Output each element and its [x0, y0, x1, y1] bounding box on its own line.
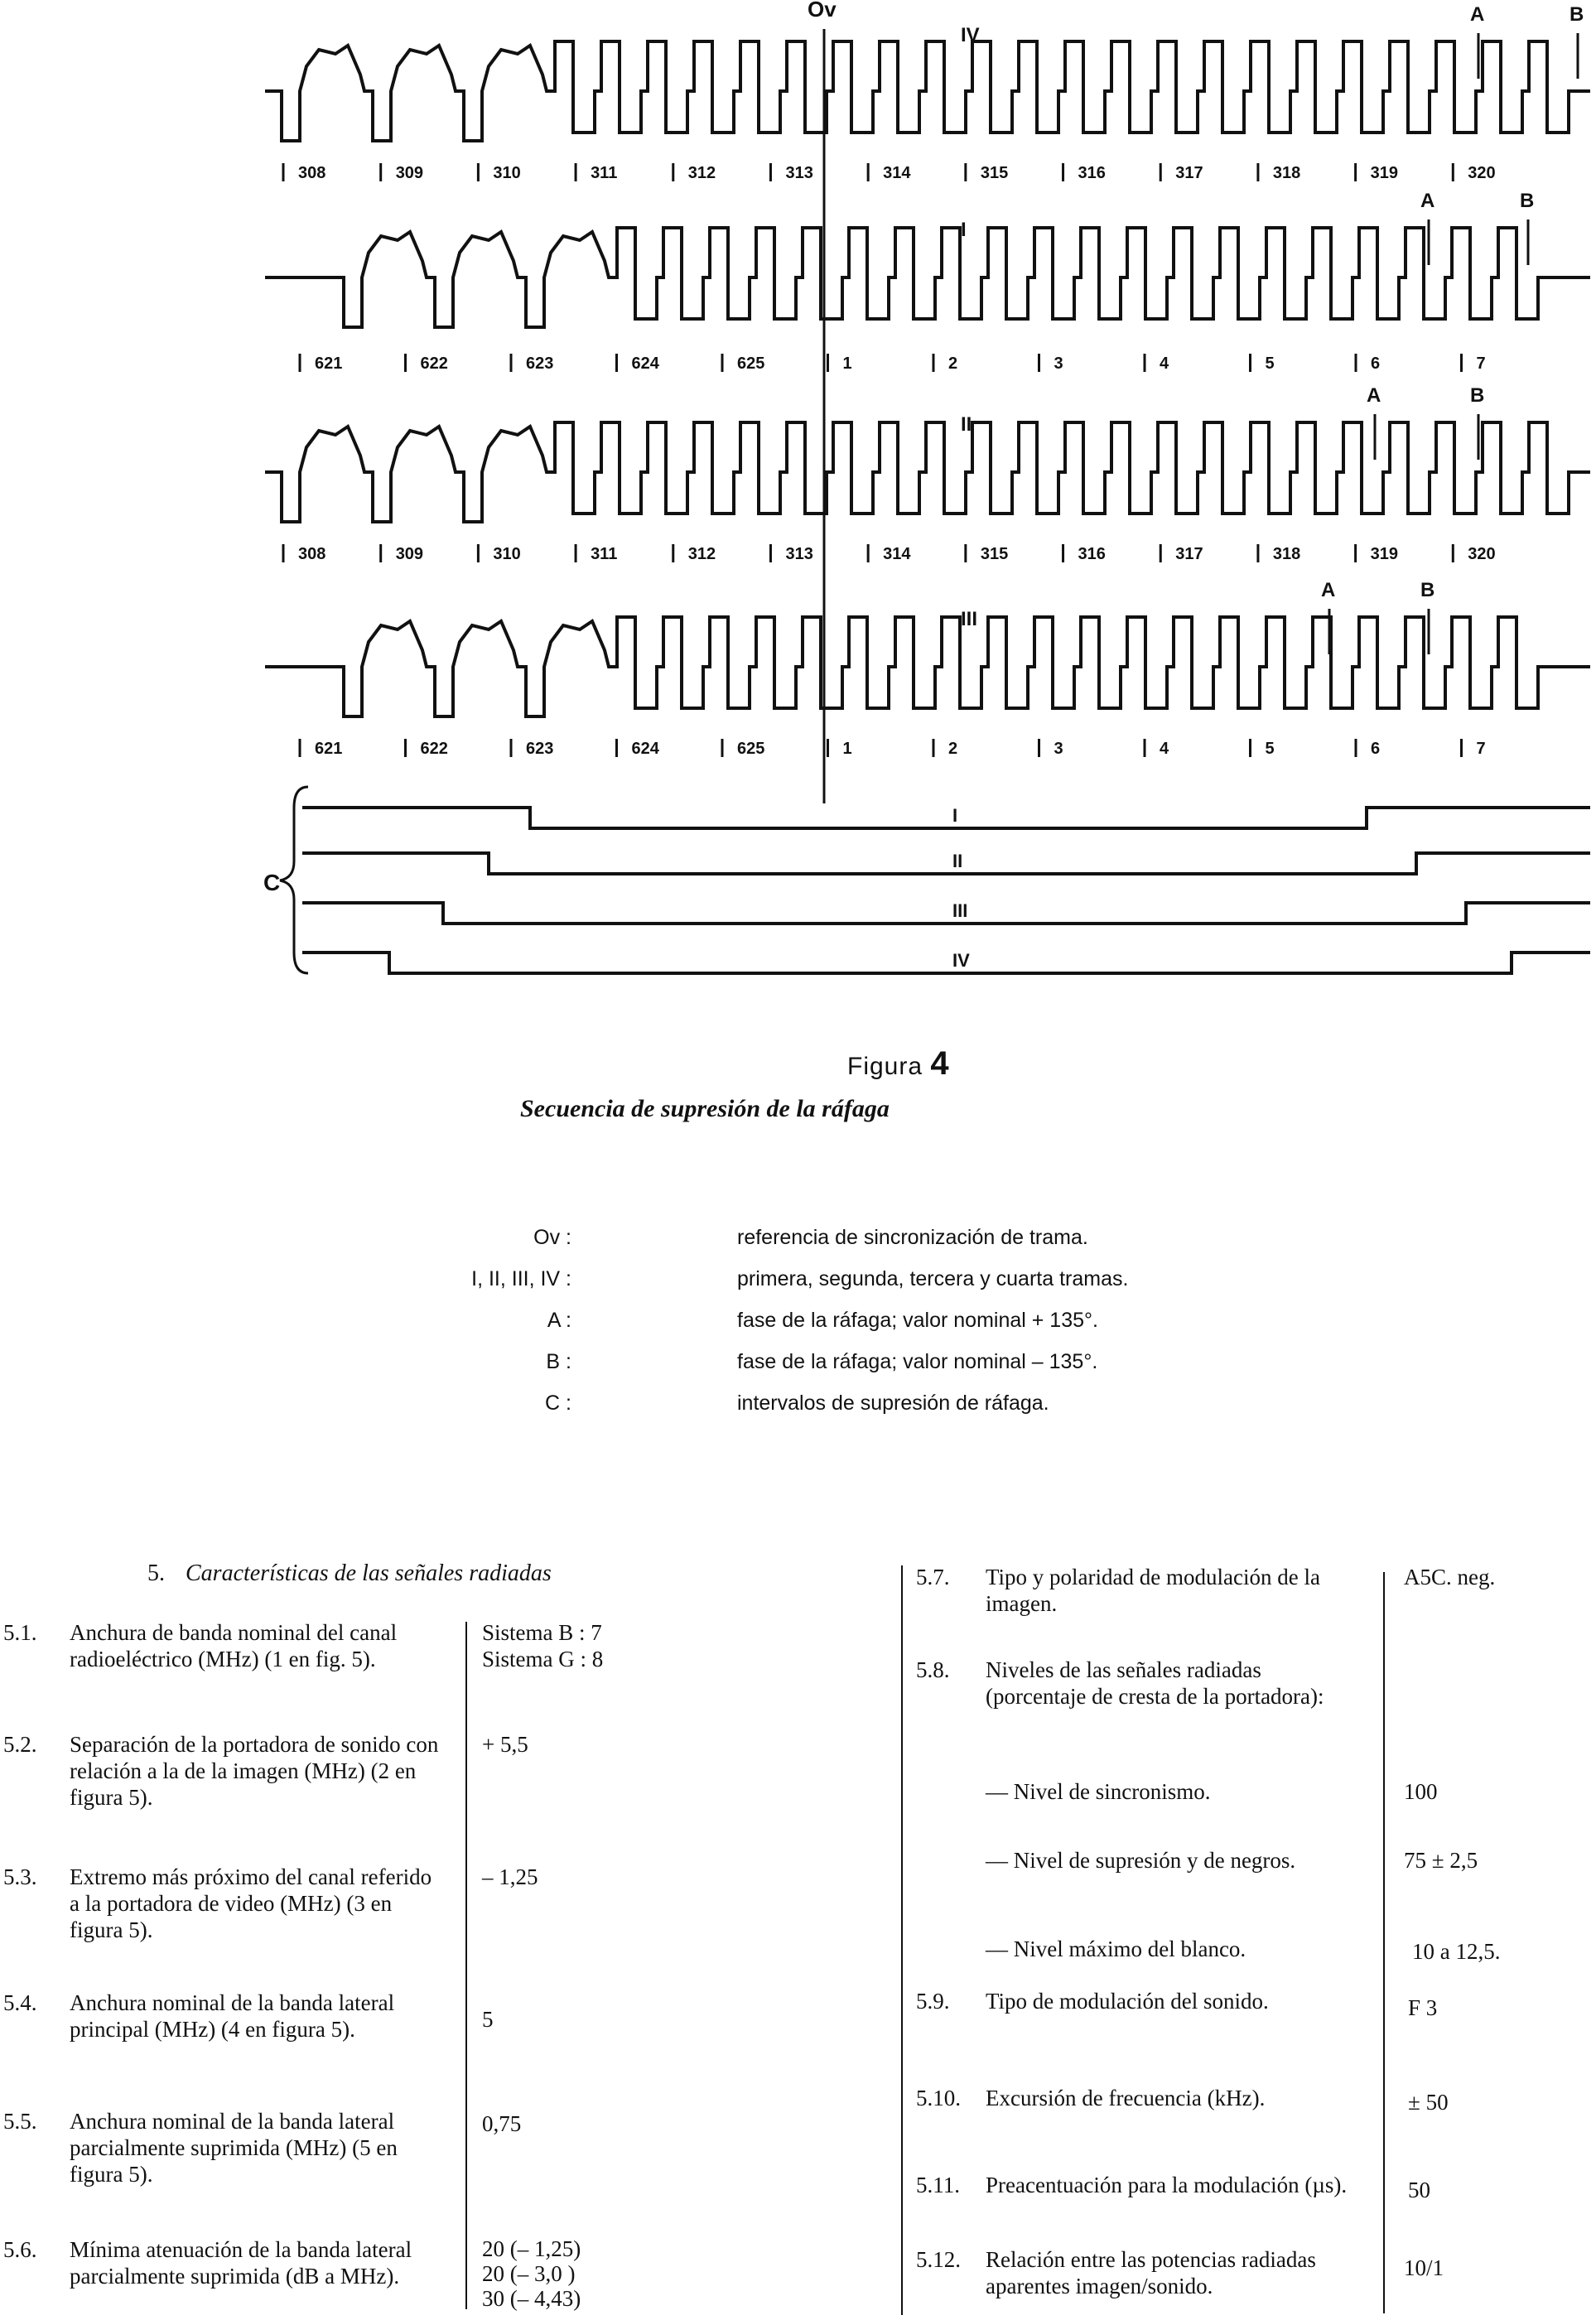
- figure-title-word: Figura: [847, 1053, 923, 1080]
- item-number: 5.4.: [3, 1990, 37, 2015]
- b-phase-label: B: [1420, 579, 1435, 601]
- line-number-label: 3: [1054, 355, 1063, 373]
- b-phase-label: B: [1569, 3, 1584, 26]
- line-number-label: 315: [980, 164, 1009, 182]
- item-text: Relación entre las potencias radiadas aparentes imagen/sonido.: [986, 2247, 1316, 2298]
- item-text: Tipo de modulación del sonido.: [986, 1989, 1269, 2014]
- item-number: 5.11.: [916, 2173, 960, 2197]
- legend-desc: intervalos de supresión de ráfaga.: [737, 1392, 1049, 1415]
- line-number-label: 313: [785, 164, 813, 182]
- line-number-label: 625: [737, 740, 765, 758]
- item-value: 0,75: [482, 2111, 522, 2136]
- line-number-label: 624: [631, 740, 659, 758]
- line-number-label: 7: [1476, 355, 1486, 373]
- item-text: Separación de la portadora de sonido con relación a la de la imagen (MHz) (2 en figura 5).: [70, 1732, 439, 1810]
- item-value: A5C. neg.: [1404, 1565, 1496, 1589]
- line-number-label: 623: [526, 355, 554, 373]
- line-number-label: 7: [1476, 740, 1486, 758]
- waveform-trace: [265, 617, 1590, 716]
- line-number-label: 309: [395, 164, 424, 182]
- item-number: 5.9.: [916, 1989, 950, 2014]
- blanking-interval-trace: [302, 808, 1590, 828]
- line-number-label: 314: [883, 545, 911, 563]
- line-number-label: 317: [1175, 164, 1203, 182]
- item-number: 5.1.: [3, 1620, 37, 1645]
- line-number-label: 316: [1078, 545, 1106, 563]
- a-phase-label: A: [1367, 384, 1381, 407]
- line-number-label: 320: [1468, 164, 1496, 182]
- item-text: Mínima atenuación de la banda lateral parcialmente suprimida (dB a MHz).: [70, 2237, 412, 2289]
- figure-number: 4: [930, 1045, 950, 1082]
- item-value: F 3: [1408, 1995, 1438, 2020]
- line-number-label: 314: [883, 164, 911, 182]
- item-text: Anchura de banda nominal del canal radioeléctrico (MHz) (1 en fig. 5).: [70, 1620, 398, 1671]
- line-number-label: 312: [687, 164, 716, 182]
- line-number-label: 621: [315, 355, 343, 373]
- item-value: + 5,5: [482, 1732, 528, 1757]
- item-text: — Nivel de sincronismo.: [986, 1779, 1211, 1804]
- a-phase-label: A: [1470, 3, 1485, 26]
- center-divider: [901, 1565, 903, 2315]
- item-text: — Nivel de supresión y de negros.: [986, 1848, 1296, 1873]
- legend-desc: primera, segunda, tercera y cuarta tramas.: [737, 1267, 1129, 1290]
- item-text: Tipo y polaridad de modulación de la imagen.: [986, 1565, 1320, 1616]
- line-number-label: 2: [948, 355, 958, 373]
- item-value: Sistema B : 7 Sistema G : 8: [482, 1620, 604, 1671]
- line-number-label: 319: [1370, 164, 1398, 182]
- item-number: 5.10.: [916, 2086, 961, 2110]
- c-label: C: [263, 870, 281, 895]
- line-number-label: 3: [1054, 740, 1063, 758]
- item-value: ± 50: [1408, 2090, 1449, 2115]
- field-label: IV: [961, 24, 980, 46]
- item-number: 5.7.: [916, 1565, 950, 1589]
- line-number-label: 623: [526, 740, 554, 758]
- line-number-label: 622: [420, 740, 448, 758]
- section-title: Características de las señales radiadas: [186, 1560, 552, 1586]
- waveform-trace: [265, 422, 1590, 522]
- line-number-label: 4: [1160, 355, 1169, 373]
- item-number: 5.3.: [3, 1864, 37, 1889]
- legend-term: C :: [545, 1392, 571, 1415]
- line-number-label: 318: [1272, 545, 1301, 563]
- item-value: 10 a 12,5.: [1412, 1939, 1501, 1964]
- legend-term: A :: [547, 1309, 571, 1332]
- waveform-trace: [265, 41, 1590, 141]
- line-number-label: 308: [298, 164, 326, 182]
- line-number-label: 622: [420, 355, 448, 373]
- item-value: 75 ± 2,5: [1404, 1848, 1478, 1873]
- item-number: 5.2.: [3, 1732, 37, 1757]
- field-label: III: [961, 608, 978, 630]
- line-number-label: 308: [298, 545, 326, 563]
- blanking-interval-trace: [302, 953, 1590, 973]
- ov-label: Ov: [808, 0, 837, 22]
- line-number-label: 4: [1160, 740, 1169, 758]
- line-number-label: 1: [842, 740, 852, 758]
- blanking-interval-label: IV: [952, 950, 970, 971]
- item-value: 5: [482, 2007, 494, 2032]
- b-phase-label: B: [1470, 384, 1485, 407]
- item-text: Excursión de frecuencia (kHz).: [986, 2086, 1266, 2110]
- line-number-label: 310: [493, 164, 521, 182]
- line-number-label: 313: [785, 545, 813, 563]
- line-number-label: 625: [737, 355, 765, 373]
- legend-desc: referencia de sincronización de trama.: [737, 1226, 1088, 1249]
- legend-desc: fase de la ráfaga; valor nominal + 135°.: [737, 1309, 1098, 1332]
- item-number: 5.5.: [3, 2109, 37, 2134]
- line-number-label: 318: [1272, 164, 1301, 182]
- figure-caption: Secuencia de supresión de la ráfaga: [520, 1095, 890, 1122]
- a-phase-label: A: [1420, 190, 1435, 212]
- item-value: 10/1: [1404, 2255, 1444, 2280]
- right-value-divider: [1383, 1572, 1385, 2313]
- line-number-label: 311: [591, 164, 618, 182]
- legend-term: I, II, III, IV :: [471, 1267, 571, 1290]
- figure-title: [847, 1045, 950, 1083]
- line-number-label: 5: [1265, 355, 1275, 373]
- line-number-label: 309: [395, 545, 424, 563]
- blanking-interval-trace: [302, 903, 1590, 924]
- c-brace: [280, 787, 308, 973]
- line-number-label: 317: [1175, 545, 1203, 563]
- item-number: 5.12.: [916, 2247, 961, 2272]
- line-number-label: 6: [1371, 740, 1381, 758]
- section-number: 5.: [147, 1560, 165, 1586]
- line-number-label: 621: [315, 740, 343, 758]
- legend-term: Ov :: [533, 1226, 571, 1249]
- field-label: II: [961, 413, 972, 436]
- item-text: Anchura nominal de la banda lateral parcialmente suprimida (MHz) (5 en figura 5).: [70, 2109, 398, 2187]
- item-number: 5.6.: [3, 2237, 37, 2262]
- left-value-divider: [465, 1622, 467, 2309]
- a-phase-label: A: [1321, 579, 1336, 601]
- item-value: 100: [1404, 1779, 1438, 1804]
- b-phase-label: B: [1520, 190, 1535, 212]
- line-number-label: 320: [1468, 545, 1496, 563]
- item-text: Preacentuación para la modulación (µs).: [986, 2173, 1348, 2197]
- item-number: 5.8.: [916, 1657, 950, 1682]
- line-number-label: 312: [687, 545, 716, 563]
- item-text: — Nivel máximo del blanco.: [986, 1937, 1246, 1961]
- blanking-interval-label: III: [952, 900, 968, 921]
- item-text: Niveles de las señales radiadas (porcentaje de cresta de la portadora):: [986, 1657, 1324, 1709]
- legend-desc: fase de la ráfaga; valor nominal – 135°.: [737, 1350, 1098, 1373]
- blanking-interval-label: II: [952, 851, 963, 871]
- line-number-label: 6: [1371, 355, 1381, 373]
- line-number-label: 624: [631, 355, 659, 373]
- burst-blanking-diagram: [0, 0, 1596, 1010]
- legend-term: B :: [546, 1350, 571, 1373]
- blanking-interval-trace: [302, 853, 1590, 874]
- line-number-label: 2: [948, 740, 958, 758]
- line-number-label: 5: [1265, 740, 1275, 758]
- field-label: I: [961, 219, 967, 241]
- section-heading: [147, 1560, 552, 1587]
- line-number-label: 1: [842, 355, 852, 373]
- line-number-label: 315: [980, 545, 1009, 563]
- item-value: 50: [1408, 2178, 1430, 2202]
- line-number-label: 319: [1370, 545, 1398, 563]
- waveform-trace: [265, 228, 1590, 327]
- item-text: Extremo más próximo del canal referido a la portadora de video (MHz) (3 en figura 5).: [70, 1864, 432, 1942]
- line-number-label: 316: [1078, 164, 1106, 182]
- blanking-interval-label: I: [952, 805, 958, 826]
- line-number-label: 310: [493, 545, 521, 563]
- line-number-label: 311: [591, 545, 618, 563]
- figure-legend: [0, 1226, 1596, 1441]
- item-value: 20 (– 1,25) 20 (– 3,0 ) 30 (– 4,43): [482, 2236, 581, 2311]
- item-text: Anchura nominal de la banda lateral principal (MHz) (4 en figura 5).: [70, 1990, 395, 2042]
- item-value: – 1,25: [482, 1864, 538, 1889]
